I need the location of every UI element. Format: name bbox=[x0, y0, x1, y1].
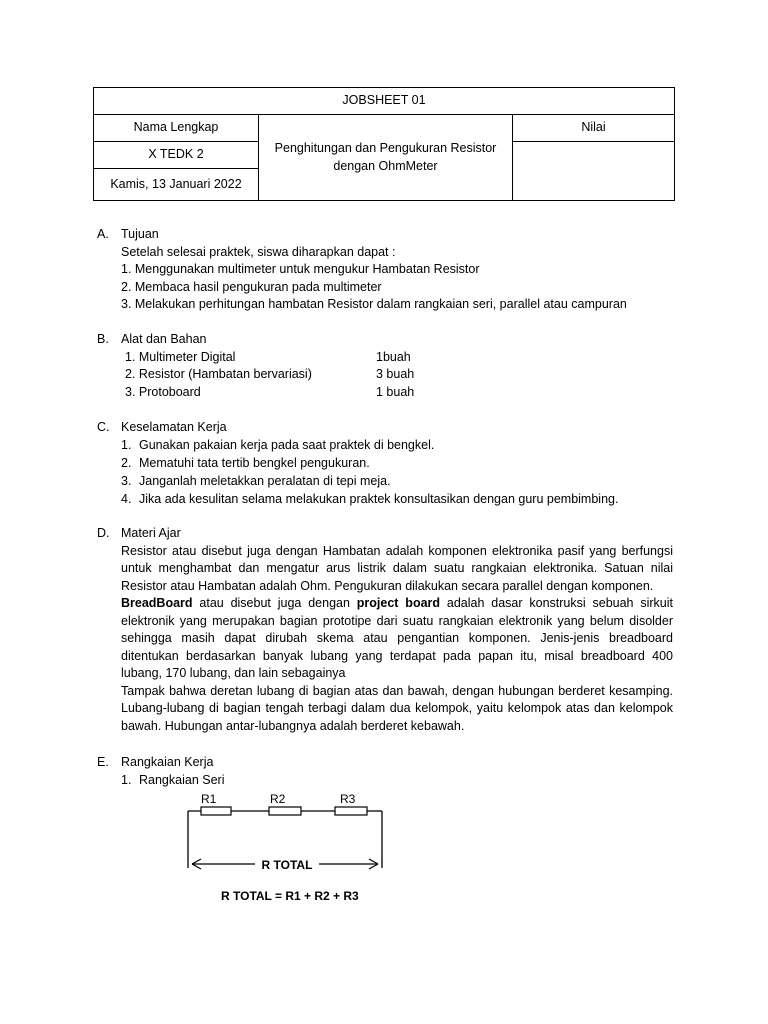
tool-name: 3. Protoboard bbox=[125, 384, 201, 399]
name-label: Nama Lengkap bbox=[94, 115, 259, 142]
resistor-r1-label: R1 bbox=[201, 792, 217, 806]
r-total-formula: R TOTAL = R1 + R2 + R3 bbox=[221, 889, 359, 903]
subsection-title: Rangkaian Seri bbox=[139, 772, 225, 787]
materi-paragraph-resistor: Resistor atau disebut juga dengan Hambatan adalah komponen elektronika pasif yang berfungsi untuk menghambat dan mengatur arus listrik dalam suatu rangkaian elektronika. Satuan nilai Resistor atau Hambatan adalah Ohm. Pengukuran dilakukan secara parallel dengan komponen. bbox=[121, 543, 673, 593]
section-title: Tujuan bbox=[121, 227, 159, 241]
section-title: Rangkaian Kerja bbox=[121, 755, 214, 769]
list-number: 1. bbox=[121, 437, 132, 452]
list-number: 2. bbox=[121, 455, 132, 470]
list-number: 1. bbox=[121, 772, 132, 787]
section-letter: C. bbox=[97, 420, 110, 434]
jobsheet-title: JOBSHEET 01 bbox=[94, 88, 675, 115]
tujuan-item: 2. Membaca hasil pengukuran pada multimeter bbox=[121, 279, 382, 294]
resistor-r3-symbol bbox=[335, 807, 367, 815]
safety-item: Jika ada kesulitan selama melakukan praktek konsultasikan dengan guru pembimbing. bbox=[139, 491, 619, 506]
tool-name: 2. Resistor (Hambatan bervariasi) bbox=[125, 367, 312, 381]
grade-label: Nilai bbox=[513, 115, 675, 142]
section-title: Alat dan Bahan bbox=[121, 332, 207, 346]
resistor-r3-label: R3 bbox=[340, 792, 356, 806]
tool-qty: 1buah bbox=[376, 349, 411, 364]
section-title: Keselamatan Kerja bbox=[121, 420, 227, 434]
resistor-r2-label: R2 bbox=[270, 792, 286, 806]
materi-paragraph-breadboard: BreadBoard atau disebut juga dengan project board adalah dasar konstruksi sebuah sirkuit elektronik yang merupakan bagian prototipe dari suatu rangkaian elektronik yang belum disolder sehingga masih dapat dirubah skema atau pengantian komponen. Jenis-jenis breadboard ditentukan berdasarkan banyak lubang yang terdapat pada papan itu, misal breadboard 400 lubang, 170 lubang, dan lain sebagainya bbox=[121, 596, 673, 680]
section-letter: E. bbox=[97, 755, 109, 769]
bold-term: BreadBoard bbox=[121, 596, 193, 610]
materi-paragraph-lubang: Tampak bahwa deretan lubang di bagian atas dan bawah, dengan hubungan berderet kesamping. Lubang-lubang di bagian tengah terbagi dalam dua kelompok, yaitu kelompok atas dan kelompok bawah. Hubungan antar-lubangnya adalah berderet kebawah. bbox=[121, 683, 673, 733]
resistor-r1-symbol bbox=[201, 807, 231, 815]
list-number: 4. bbox=[121, 491, 132, 506]
subject-line-1: Penghitungan dan Pengukuran Resistor bbox=[274, 141, 497, 155]
subject-cell bbox=[259, 115, 513, 201]
tujuan-intro: Setelah selesai praktek, siswa diharapkan dapat : bbox=[121, 244, 396, 259]
date-cell: Kamis, 13 Januari 2022 bbox=[94, 169, 259, 201]
section-letter: B. bbox=[97, 332, 109, 346]
resistor-r2-symbol bbox=[269, 807, 301, 815]
tool-qty: 1 buah bbox=[376, 384, 415, 399]
safety-item: Gunakan pakaian kerja pada saat praktek di bengkel. bbox=[139, 437, 435, 452]
series-circuit-diagram bbox=[175, 788, 395, 908]
tool-qty: 3 buah bbox=[376, 367, 415, 381]
tool-name: 1. Multimeter Digital bbox=[125, 349, 236, 364]
safety-item: Mematuhi tata tertib bengkel pengukuran. bbox=[139, 455, 370, 470]
safety-item: Janganlah meletakkan peralatan di tepi meja. bbox=[139, 473, 391, 488]
section-title: Materi Ajar bbox=[121, 526, 181, 540]
tujuan-item: 1. Menggunakan multimeter untuk mengukur Hambatan Resistor bbox=[121, 262, 480, 276]
section-letter: A. bbox=[97, 227, 109, 241]
bold-term: project board bbox=[356, 596, 441, 610]
header-table bbox=[93, 87, 675, 201]
section-letter: D. bbox=[97, 526, 110, 540]
class-cell: X TEDK 2 bbox=[94, 142, 259, 169]
list-number: 3. bbox=[121, 473, 132, 488]
r-total-label: R TOTAL bbox=[261, 858, 313, 872]
subject-line-2: dengan OhmMeter bbox=[333, 158, 438, 173]
grade-value-cell bbox=[513, 142, 675, 201]
tujuan-item: 3. Melakukan perhitungan hambatan Resistor dalam rangkaian seri, parallel atau campuran bbox=[121, 297, 627, 311]
